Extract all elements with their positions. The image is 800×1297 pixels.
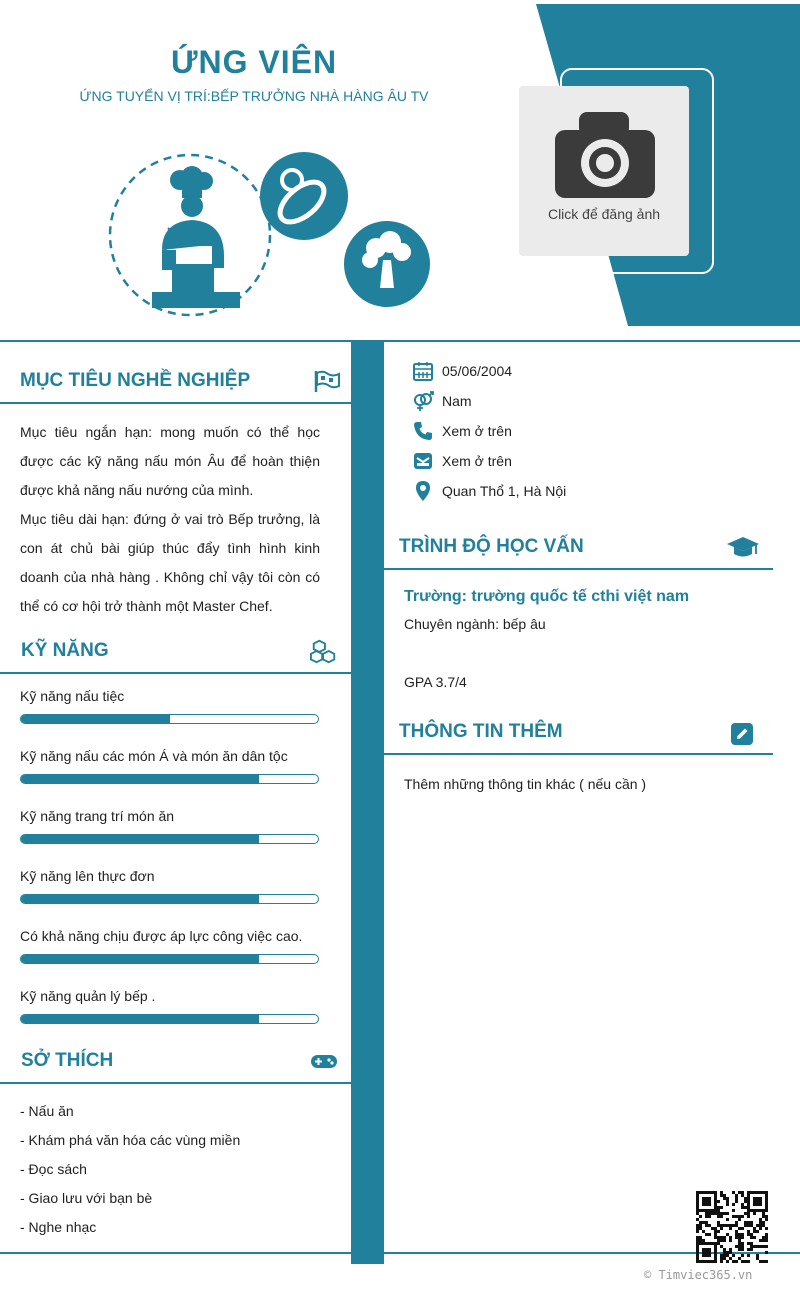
photo-upload-label: Click để đăng ảnh [547,206,661,222]
skills-title: KỸ NĂNG [21,640,109,661]
watermark: © Timviec365.vn [644,1268,753,1282]
more-info-rule [384,753,773,755]
graduation-cap-icon [726,534,760,560]
center-divider-bar [351,342,384,1264]
contact-phone[interactable] [412,416,772,446]
camera-icon [519,86,689,206]
skill-item [20,988,320,1028]
education-rule [384,568,773,570]
skill-item [20,748,320,788]
objective-long-term: Mục tiêu dài hạn: đứng ở vai trò Bếp trưởng, là con át chủ bài giúp thúc đẩy tình hình kinh doanh của nhà hàng . Không chỉ vậy tôi còn có thể có cơ hội trở thành một Master Chef. [20,511,320,614]
education-gpa[interactable]: GPA 3.7/4 [404,674,467,690]
objective-text[interactable] [20,418,320,621]
broccoli-icon [344,221,430,307]
education-section-header [384,530,773,570]
hobbies-title: SỞ THÍCH [21,1050,114,1071]
phone-value: Xem ở trên [442,423,512,439]
education-title: TRÌNH ĐỘ HỌC VẤN [399,536,584,557]
skills-section-header [0,634,351,674]
hobbies-section-header [0,1044,351,1084]
objective-section-header [0,364,351,404]
skill-item [20,808,320,848]
list-item: - Giao lưu với bạn bè [20,1190,153,1206]
cubes-icon [310,638,338,664]
contact-gender[interactable] [412,386,772,416]
skill-level-bar [20,714,319,724]
skill-item [20,868,320,908]
skill-level-fill [21,835,259,843]
skill-level-fill [21,955,259,963]
candidate-name[interactable]: ỨNG VIÊN [170,44,338,80]
skill-label: Kỹ năng nấu các món Á và món ăn dân tộc [20,748,288,764]
more-info-title: THÔNG TIN THÊM [399,721,563,742]
calendar-icon [412,360,434,382]
hobby-list[interactable] [20,1097,340,1242]
photo-upload[interactable] [519,86,689,256]
skill-label: Kỹ năng lên thực đơn [20,868,155,884]
skill-level-fill [21,715,170,723]
education-major[interactable]: Chuyên ngành: bếp âu [404,616,546,632]
gender-value: Nam [442,393,472,409]
qr-code-icon [696,1191,768,1263]
education-school[interactable]: Trường: trường quốc tế cthi việt nam [404,588,690,605]
more-info-section-header [384,715,773,755]
phone-icon [412,420,434,442]
list-item: - Nấu ăn [20,1103,74,1119]
skill-item [20,688,320,728]
list-item: - Khám phá văn hóa các vùng miền [20,1132,241,1148]
list-item: - Đọc sách [20,1161,87,1177]
vegetables-icon [260,152,348,240]
skill-level-bar [20,774,319,784]
applied-position[interactable]: ỨNG TUYỂN VỊ TRÍ:BẾP TRƯỞNG NHÀ HÀNG ÂU TV [79,88,429,104]
chef-illustration [100,150,440,330]
skill-level-bar [20,954,319,964]
contact-list [412,356,772,506]
skill-level-bar [20,894,319,904]
objective-rule [0,402,351,404]
email-icon [412,450,434,472]
footer-divider [0,1252,800,1254]
header-divider [0,340,800,342]
skill-level-fill [21,775,259,783]
skill-level-bar [20,834,319,844]
birthday-value: 05/06/2004 [442,363,513,379]
skill-level-fill [21,1015,259,1023]
contact-birthday[interactable] [412,356,772,386]
address-value: Quan Thổ 1, Hà Nội [442,483,567,499]
gamepad-icon [310,1048,338,1074]
flag-icon [313,368,341,394]
objective-title: MỤC TIÊU NGHỀ NGHIỆP [20,370,251,391]
objective-short-term: Mục tiêu ngắn hạn: mong muốn có thể học được các kỹ năng nấu món Âu để hoàn thiện được khả năng nấu nướng của mình. [20,424,320,498]
skill-level-fill [21,895,259,903]
map-marker-icon [412,480,434,502]
skill-level-bar [20,1014,319,1024]
email-value: Xem ở trên [442,453,512,469]
edit-icon [731,723,753,745]
more-info-text[interactable]: Thêm những thông tin khác ( nếu cần ) [404,776,647,792]
skill-label: Có khả năng chịu được áp lực công việc cao. [20,928,303,944]
skill-label: Kỹ năng nấu tiệc [20,688,125,704]
skill-label: Kỹ năng quản lý bếp . [20,988,156,1004]
hobbies-rule [0,1082,351,1084]
chef-icon [152,166,240,308]
skills-rule [0,672,351,674]
contact-address[interactable] [412,476,772,506]
skill-label: Kỹ năng trang trí món ăn [20,808,175,824]
gender-icon [412,390,434,412]
skill-item [20,928,320,968]
contact-email[interactable] [412,446,772,476]
list-item: - Nghe nhạc [20,1219,97,1235]
cv-header [0,0,800,342]
